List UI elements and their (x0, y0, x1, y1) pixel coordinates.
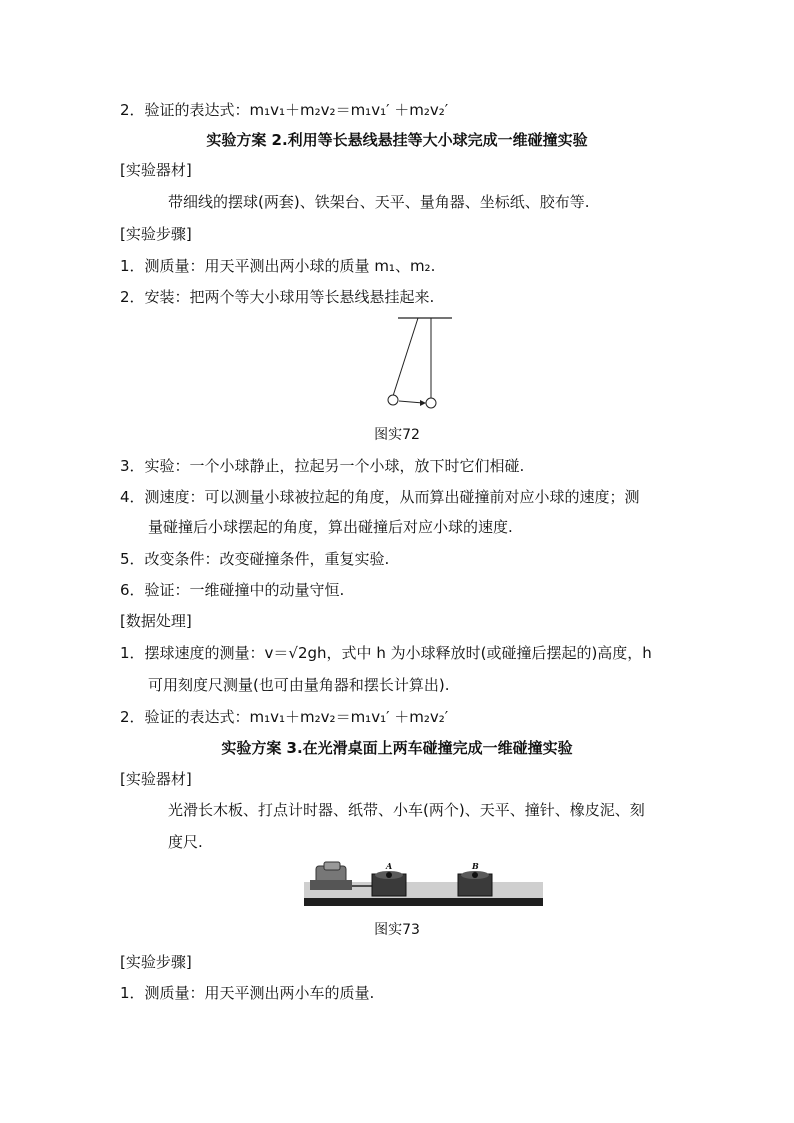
ball-right (426, 398, 436, 408)
step-4-measure-speed: 4．测速度：可以测量小球被拉起的角度，从而算出碰撞前对应小球的速度；测 (120, 488, 640, 506)
step-5-change-conditions: 5．改变条件：改变碰撞条件，重复实验. (120, 550, 390, 568)
step-1-measure-cart-mass: 1．测质量：用天平测出两小车的质量. (120, 984, 375, 1002)
data-processing-heading: [数据处理] (120, 612, 192, 630)
string-left (393, 318, 418, 396)
figure-72-caption: 图实72 (374, 427, 420, 443)
step-4-continued: 量碰撞后小球摆起的角度，算出碰撞后对应小球的速度. (148, 518, 513, 536)
step-2-install: 2．安装：把两个等大小球用等长悬线悬挂起来. (120, 288, 435, 306)
scheme-2-heading: 实验方案 2.利用等长悬线悬挂等大小球完成一维碰撞实验 (206, 131, 588, 149)
cart-a-label: A (386, 861, 393, 871)
step-1-measure-mass: 1．测质量：用天平测出两小球的质量 m₁、m₂. (120, 257, 436, 275)
cart-b-label: B (472, 861, 479, 871)
equipment-heading-2: [实验器材] (120, 770, 192, 788)
data-1-continued: 可用刻度尺测量(也可由量角器和摆长计算出). (148, 676, 450, 694)
motion-arrow (399, 401, 423, 403)
track-base (304, 898, 543, 906)
steps-heading-2: [实验步骤] (120, 953, 192, 971)
arrow-head (420, 400, 426, 406)
data-1-speed-measurement: 1．摆球速度的测量：v＝√2gh，式中 h 为小球释放时(或碰撞后摆起的)高度，h (120, 644, 652, 662)
steps-heading-1: [实验步骤] (120, 225, 192, 243)
equipment-list-2: 光滑长木板、打点计时器、纸带、小车(两个)、天平、撞针、橡皮泥、刻 (168, 801, 645, 819)
scheme-3-heading: 实验方案 3.在光滑桌面上两车碰撞完成一维碰撞实验 (221, 739, 573, 757)
equipment-list-1: 带细线的摆球(两套)、铁架台、天平、量角器、坐标纸、胶布等. (168, 193, 590, 211)
figure-73-caption: 图实73 (374, 922, 420, 938)
equipment-heading-1: [实验器材] (120, 161, 192, 179)
step-3-experiment: 3．实验：一个小球静止，拉起另一个小球，放下时它们相碰. (120, 457, 525, 475)
pendulum-figure (380, 314, 460, 414)
ball-left (388, 395, 398, 405)
carts-figure (302, 858, 545, 908)
verify-expression-1: 2．验证的表达式：m₁v₁＋m₂v₂＝m₁v₁′ ＋m₂v₂′ (120, 101, 449, 119)
verify-expression-2: 2．验证的表达式：m₁v₁＋m₂v₂＝m₁v₁′ ＋m₂v₂′ (120, 708, 449, 726)
step-6-verify: 6．验证：一维碰撞中的动量守恒. (120, 581, 345, 599)
equipment-list-2-continued: 度尺. (168, 833, 203, 851)
